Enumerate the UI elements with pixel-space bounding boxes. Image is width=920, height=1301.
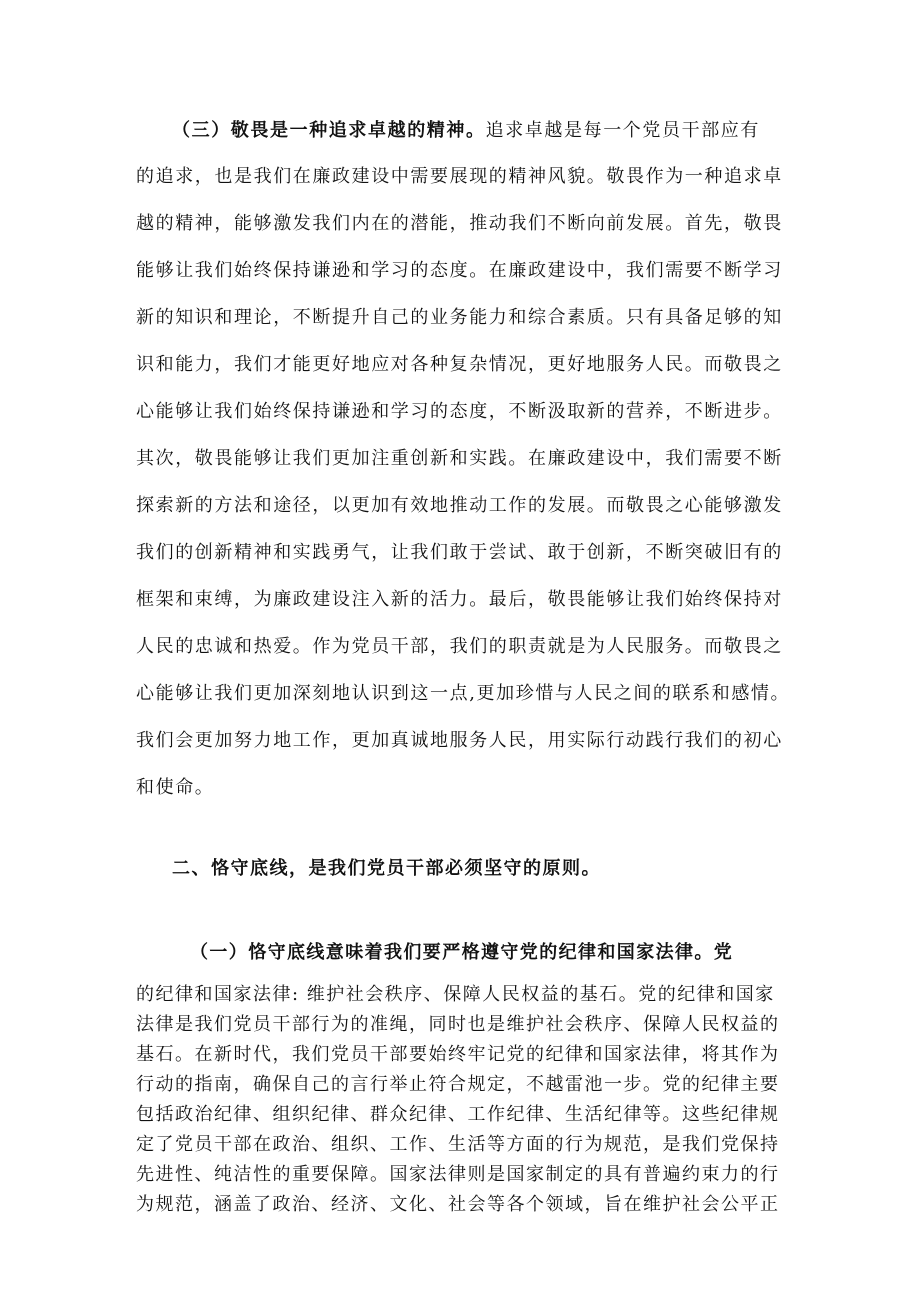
paragraph-line: 定了党员干部在政治、组织、工作、生活等方面的行为规范，是我们党保持: [136, 1134, 780, 1155]
paragraph-line: 的追求，也是我们在廉政建设中需要展现的精神风貌。敬畏作为一种追求卓: [136, 166, 783, 187]
paragraph-line: 人民的忠诚和热爱。作为党员干部，我们的职责就是为人民服务。而敬畏之: [136, 636, 783, 657]
paragraph-line: 行动的指南，确保自己的言行举止符合规定，不越雷池一步。党的纪律主要: [136, 1074, 780, 1095]
section-two-heading: 二、恪守底线，是我们党员干部必须坚守的原则。: [172, 858, 601, 879]
paragraph-line: 基石。在新时代，我们党员干部要始终牢记党的纪律和国家法律，将其作为: [136, 1044, 780, 1065]
paragraph-line: 先进性、纯洁性的重要保障。国家法律则是国家制定的具有普遍约束力的行: [136, 1164, 780, 1185]
paragraph-line: 其次，敬畏能够让我们更加注重创新和实践。在廉政建设中，我们需要不断: [136, 448, 783, 469]
paragraph-line: 探索新的方法和途径，以更加有效地推动工作的发展。而敬畏之心能够激发: [136, 495, 783, 516]
paragraph-line: 我们会更加努力地工作，更加真诚地服务人民，用实际行动践行我们的初心: [136, 730, 783, 751]
paragraph-line: 新的知识和理论，不断提升自己的业务能力和综合素质。只有具备足够的知: [136, 307, 783, 328]
paragraph-line: 识和能力，我们才能更好地应对各种复杂情况，更好地服务人民。而敬畏之: [136, 354, 783, 375]
paragraph-line: 包括政治纪律、组织纪律、群众纪律、工作纪律、生活纪律等。这些纪律规: [136, 1104, 780, 1125]
paragraph-line: 越的精神，能够激发我们内在的潜能，推动我们不断向前发展。首先，敬畏: [136, 213, 783, 234]
paragraph-first-line: [172, 118, 760, 144]
paragraph-line: 的纪律和国家法律: 维护社会秩序、保障人民权益的基石。党的纪律和国家: [136, 984, 775, 1005]
section-heading-rest: 追求卓越是每一个党员干部应有: [485, 120, 761, 141]
paragraph-line: 能够让我们始终保持谦逊和学习的态度。在廉政建设中，我们需要不断学习: [136, 260, 783, 281]
paragraph-line: 和使命。: [136, 777, 215, 798]
section-heading-bold: （三）敬畏是一种追求卓越的精神。: [172, 120, 486, 141]
paragraph-line: 我们的创新精神和实践勇气，让我们敢于尝试、敢于创新，不断突破旧有的: [136, 542, 783, 563]
paragraph-line: 框架和束缚，为廉政建设注入新的活力。最后，敬畏能够让我们始终保持对: [136, 589, 783, 610]
paragraph-line: 法律是我们党员干部行为的准绳，同时也是维护社会秩序、保障人民权益的: [136, 1014, 780, 1035]
paragraph-line: 为规范，涵盖了政治、经济、文化、社会等各个领域，旨在维护社会公平正: [136, 1194, 780, 1215]
paragraph-line: 心能够让我们更加深刻地认识到这一点,更加珍惜与人民之间的联系和感情。: [136, 683, 791, 704]
paragraph-line: 心能够让我们始终保持谦逊和学习的态度，不断汲取新的营养，不断进步。: [136, 401, 783, 422]
subsection-one-heading: （一）恪守底线意味着我们要严格遵守党的纪律和国家法律。党: [190, 942, 734, 963]
